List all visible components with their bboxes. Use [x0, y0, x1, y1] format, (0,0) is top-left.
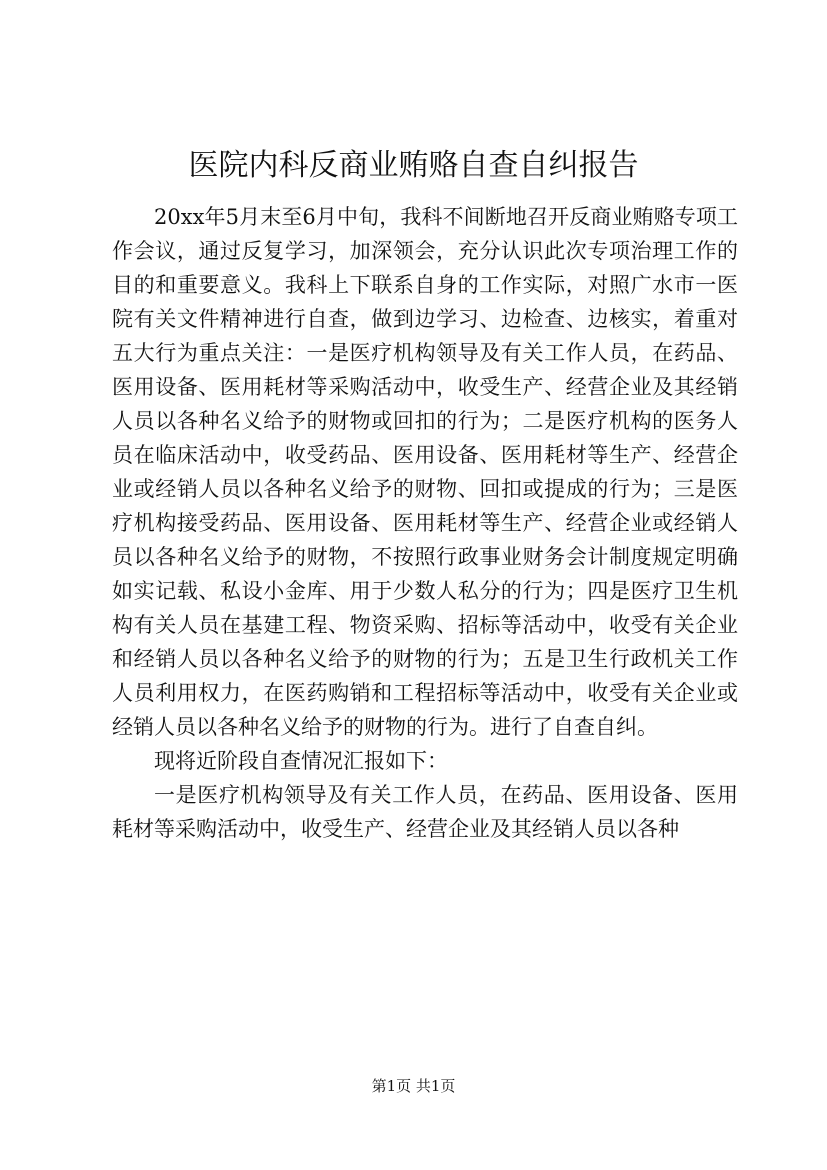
- document-title: 医院内科反商业贿赂自查自纠报告: [188, 148, 639, 183]
- document-body: [112, 200, 738, 846]
- paragraph-summary-lead: 现将近阶段自查情况汇报如下：: [154, 749, 448, 773]
- paragraph-intro: 20xx年5月末至6月中旬，我科不间断地召开反商业贿赂专项工作会议，通过反复学习，加深领会，充分认识此次专项治理工作的目的和重要意义。我科上下联系自身的工作实际，对照广水市一医院有关文件精神进行自查，做到边学习、边检查、边核实，着重对五大行为重点关注：一是医疗机构领导及有关工作人员，在药品、医用设备、医用耗材等采购活动中，收受生产、经营企业及其经销人员以各种名义给予的财物或回扣的行为；二是医疗机构的医务人员在临床活动中，收受药品、医用设备、医用耗材等生产、经营企业或经销人员以各种名义给予的财物、回扣或提成的行为；三是医疗机构接受药品、医用设备、医用耗材等生产、经营企业或经销人员以各种名义给予的财物，不按照行政事业财务会计制度规定明确如实记载、私设小金库、用于少数人私分的行为；四是医疗卫生机构有关人员在基建工程、物资采购、招标等活动中，收受有关企业和经销人员以各种名义给予的财物的行为；五是卫生行政机关工作人员利用权力，在医药购销和工程招标等活动中，收受有关企业或经销人员以各种名义给予的财物的行为。进行了自查自纠。: [112, 205, 738, 739]
- page-number-footer: 第1页 共1页: [371, 1077, 456, 1095]
- paragraph-point-one: 一是医疗机构领导及有关工作人员，在药品、医用设备、医用耗材等采购活动中，收受生产、经营企业及其经销人员以各种: [112, 783, 738, 841]
